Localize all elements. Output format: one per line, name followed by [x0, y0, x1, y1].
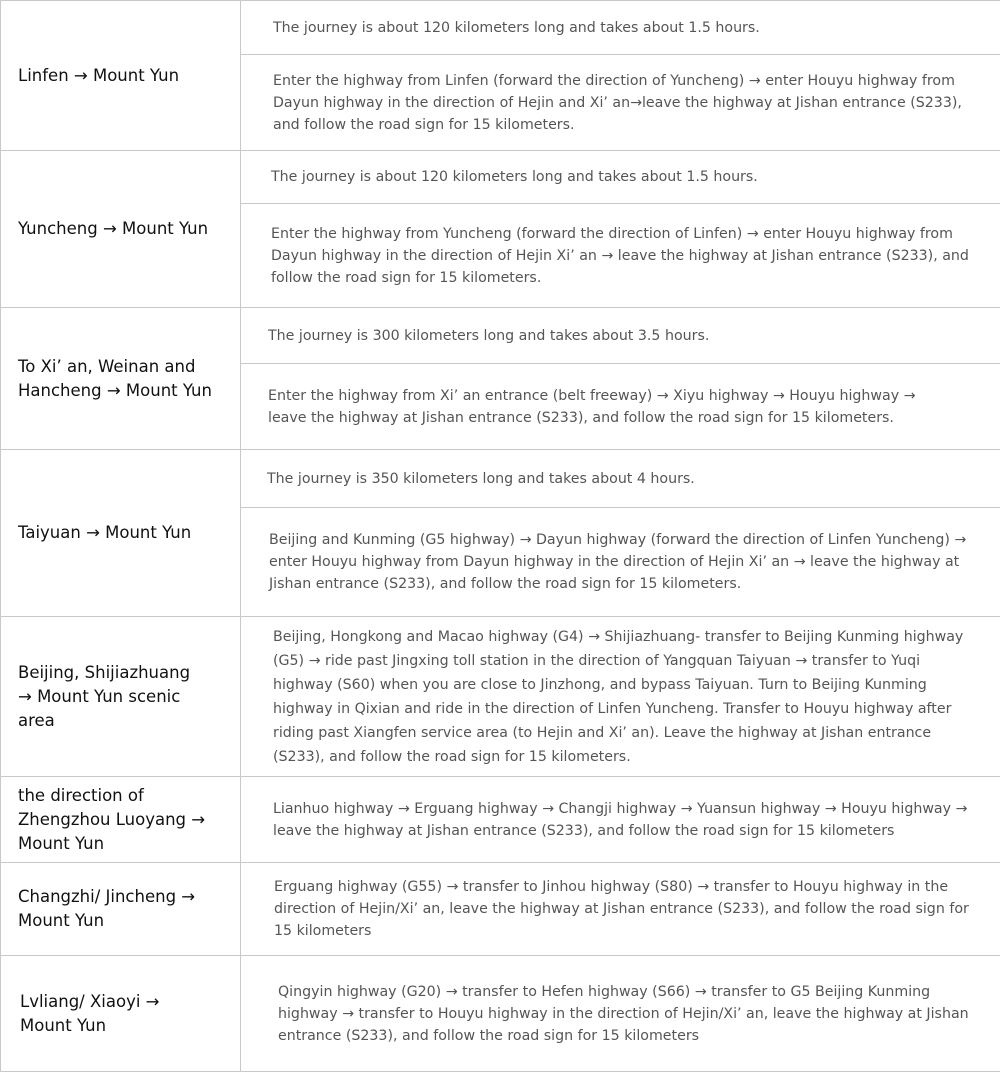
journey-text: The journey is 300 kilometers long and takes about 3.5 hours. — [268, 327, 710, 344]
route-row-yuncheng — [1, 151, 1000, 204]
origin-cell — [1, 956, 241, 1072]
directions-cell — [241, 956, 1000, 1072]
origin-label: Linfen → Mount Yun — [18, 65, 180, 85]
journey-text: The journey is about 120 kilometers long and takes about 1.5 hours. — [271, 169, 758, 185]
directions-cell — [241, 364, 1000, 450]
origin-label: the direction of Zhengzhou Luoyang → Mount Yun — [18, 785, 206, 853]
route-row-lvliang — [1, 956, 1000, 1072]
route-row-beijing — [1, 617, 1000, 777]
origin-cell — [1, 777, 241, 863]
directions-text: Enter the highway from Yuncheng (forward the direction of Linfen) → enter Houyu highway from Dayun highway in the direction of Hejin Xi’ an → leave the highway at Jishan entrance (S233), and follow the road sign for 15 kilometers. — [271, 225, 969, 286]
journey-text: The journey is 350 kilometers long and takes about 4 hours. — [267, 470, 695, 487]
origin-cell — [1, 1, 241, 151]
route-row-changzhi — [1, 863, 1000, 956]
route-row-linfen — [1, 1, 1000, 55]
journey-text: The journey is about 120 kilometers long and takes about 1.5 hours. — [273, 19, 760, 36]
journey-cell — [241, 450, 1000, 508]
journey-cell — [241, 308, 1000, 364]
origin-label: To Xi’ an, Weinan and Hancheng → Mount Yun — [18, 356, 212, 400]
directions-text: Enter the highway from Linfen (forward the direction of Yuncheng) → enter Houyu highway from Dayun highway in the direction of Hejin and Xi’ an→leave the highway at Jishan entrance (S233), and follow the road sign for 15 kilometers. — [273, 72, 962, 133]
directions-cell — [241, 777, 1000, 863]
route-row-taiyuan — [1, 450, 1000, 508]
directions-cell — [241, 204, 1000, 308]
directions-cell — [241, 617, 1000, 777]
origin-label: Taiyuan → Mount Yun — [18, 523, 192, 542]
origin-label: Yuncheng → Mount Yun — [18, 219, 209, 238]
directions-cell — [241, 55, 1000, 151]
origin-cell — [1, 308, 241, 450]
directions-text: Lianhuo highway → Erguang highway → Changji highway → Yuansun highway → Houyu highway → leave the highway at Jishan entrance (S233), and follow the road sign for 15 kilometers — [273, 800, 968, 839]
route-row-xian — [1, 308, 1000, 364]
origin-label: Changzhi/ Jincheng → Mount Yun — [18, 887, 196, 930]
directions-text: Qingyin highway (G20) → transfer to Hefen highway (S66) → transfer to G5 Beijing Kunming highway → transfer to Houyu highway in the direction of Hejin/Xi’ an, leave the highway at Jishan entrance (S233), and follow the road sign for 15 kilometers — [278, 983, 969, 1044]
journey-cell — [241, 1, 1000, 55]
route-row-zhengzhou — [1, 777, 1000, 863]
origin-label: Beijing, Shijiazhuang → Mount Yun scenic area — [18, 662, 191, 730]
origin-cell — [1, 151, 241, 308]
directions-text: Erguang highway (G55) → transfer to Jinhou highway (S80) → transfer to Houyu highway in the direction of Hejin/Xi’ an, leave the highway at Jishan entrance (S233), and follow the road sign for 15 kilometers — [274, 879, 969, 939]
journey-cell — [241, 151, 1000, 204]
directions-text: Enter the highway from Xi’ an entrance (belt freeway) → Xiyu highway → Houyu highway → leave the highway at Jishan entrance (S233), and follow the road sign for 15 kilometers. — [268, 387, 916, 426]
directions-cell — [241, 508, 1000, 617]
origin-cell — [1, 617, 241, 777]
directions-text: Beijing and Kunming (G5 highway) → Dayun highway (forward the direction of Linfen Yuncheng) → enter Houyu highway from Dayun highway in the direction of Hejin Xi’ an → leave the highway at Jishan entrance (S233), and follow the road sign for 15 kilometers. — [269, 532, 967, 592]
directions-cell — [241, 863, 1000, 956]
directions-text: Beijing, Hongkong and Macao highway (G4) → Shijiazhuang- transfer to Beijing Kunming highway (G5) → ride past Jingxing toll station in the direction of Yangquan Taiyuan → transfer to Yuqi highway (S60) when you are close to Jinzhong, and bypass Taiyuan. Turn to Beijing Kunming highway in Qixian and ride in the direction of Linfen Yuncheng. Transfer to Houyu highway after riding past Xiangfen service area (to Hejin and Xi’ an). Leave the highway at Jishan entrance (S233), and follow the road sign for 15 kilometers. — [273, 628, 964, 765]
origin-cell — [1, 450, 241, 617]
origin-cell — [1, 863, 241, 956]
origin-label: Lvliang/ Xiaoyi → Mount Yun — [20, 991, 160, 1035]
